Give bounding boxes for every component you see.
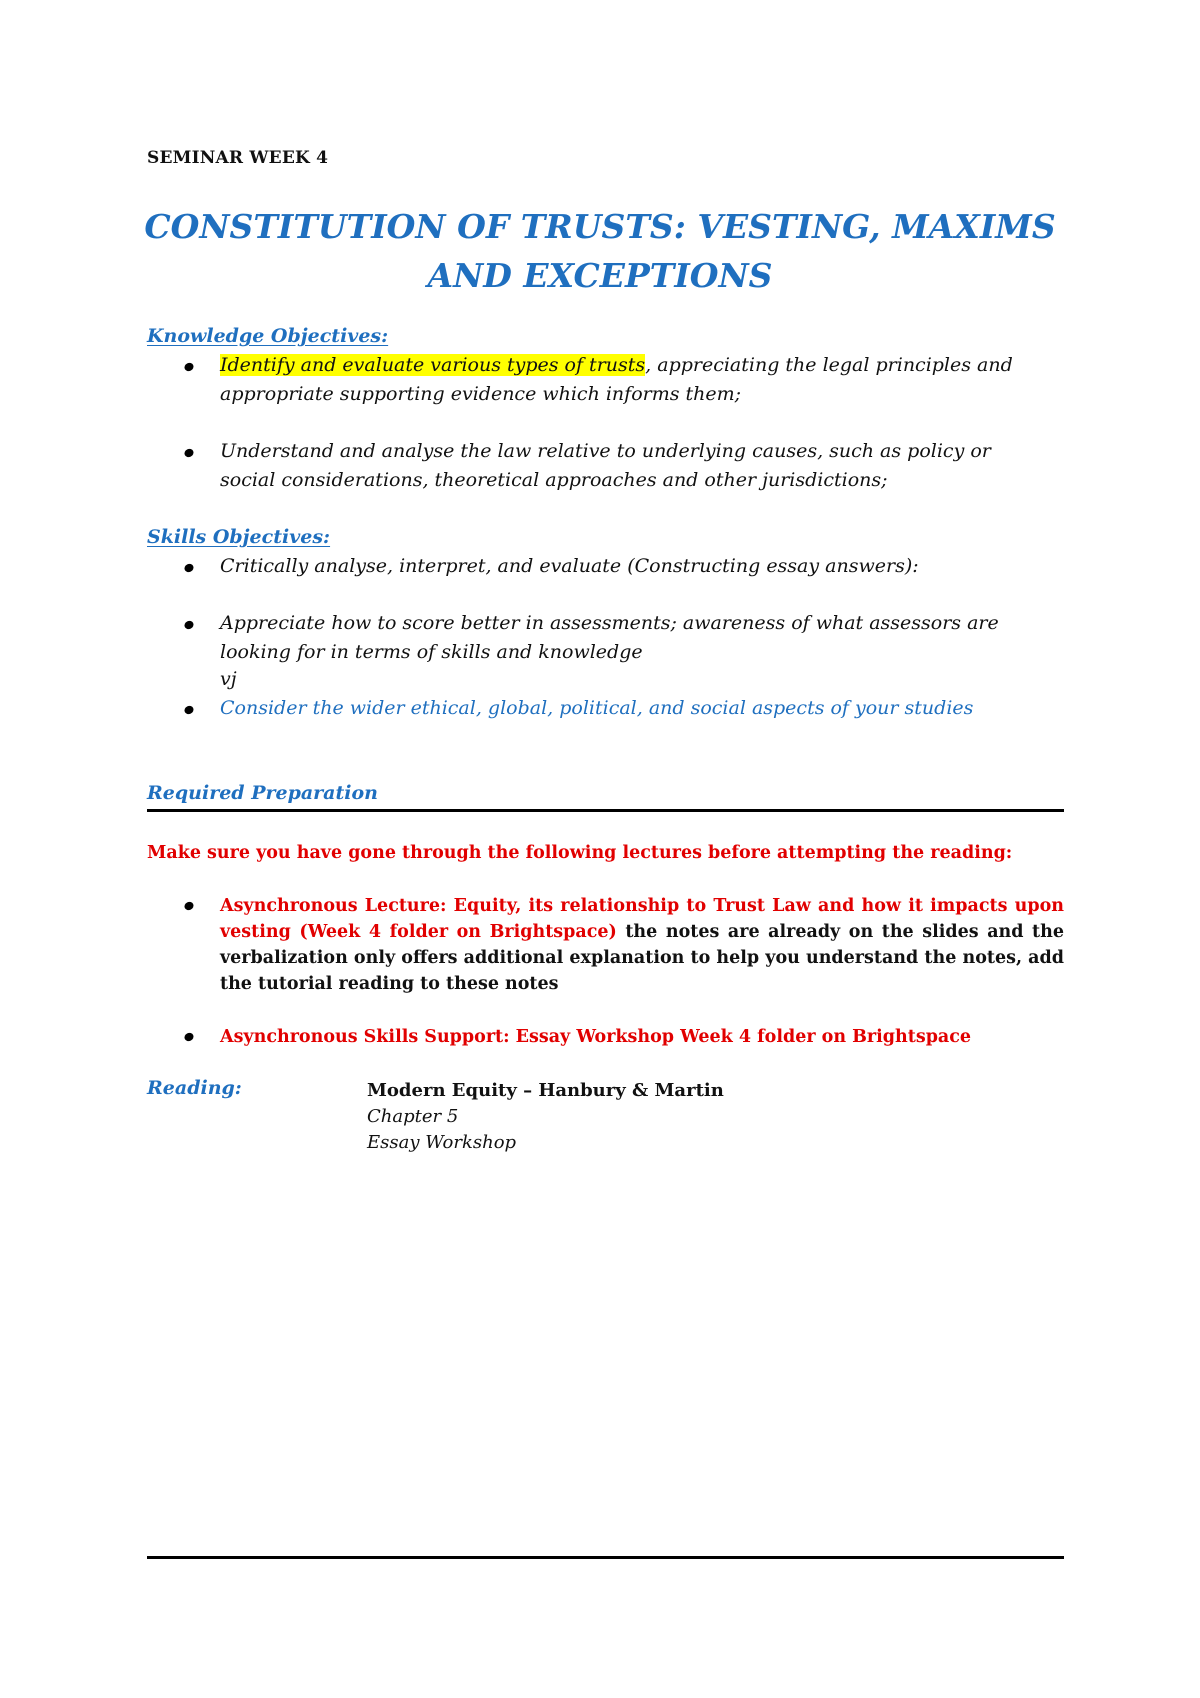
- reading-list: [367, 1078, 724, 1156]
- list-item: [220, 437, 1070, 495]
- bullet-icon: [183, 562, 195, 573]
- reading-chapter: Chapter 5: [367, 1106, 459, 1127]
- list-item-text: Critically analyse, interpret, and evaluate (Constructing essay answers):: [220, 555, 919, 577]
- skills-objectives-list: [220, 552, 1070, 723]
- section-divider: [147, 809, 1064, 812]
- skills-support-text: Asynchronous Skills Support: Essay Workshop Week 4 folder on Brightspace: [220, 1027, 972, 1047]
- knowledge-objectives-list: [220, 351, 1070, 495]
- list-item-text: vj: [220, 668, 237, 690]
- list-item-text: appropriate supporting evidence which informs them;: [220, 383, 742, 405]
- preparation-list: [220, 893, 1064, 1050]
- list-item-text: social considerations, theoretical approaches and other jurisdictions;: [220, 469, 888, 491]
- required-preparation-heading: Required Preparation: [147, 782, 378, 804]
- reading-extra: Essay Workshop: [367, 1132, 517, 1153]
- list-item-text: Appreciate how to score better in assessments; awareness of what assessors are: [220, 612, 999, 634]
- list-item: [220, 893, 1064, 997]
- preparation-note: Make sure you have gone through the following lectures before attempting the reading:: [147, 843, 1013, 863]
- list-item: [220, 694, 1070, 723]
- list-item: [220, 609, 1070, 691]
- bullet-icon: [183, 619, 195, 630]
- skills-objectives-heading: Skills Objectives:: [147, 526, 331, 548]
- lecture-link-text: Asynchronous Lecture: Equity, its relationship to Trust Law and how it impacts upon vesting (Week 4 folder on Brightspace): [220, 896, 1064, 942]
- knowledge-objectives-heading: Knowledge Objectives:: [147, 325, 389, 347]
- list-item: [220, 552, 1070, 581]
- bullet-icon: [183, 447, 195, 458]
- list-item-text: Understand and analyse the law relative to underlying causes, such as policy or: [220, 440, 991, 462]
- list-item: [220, 1024, 1064, 1050]
- bullet-icon: [183, 1031, 195, 1042]
- footer-divider: [147, 1556, 1064, 1559]
- title-line-1: CONSTITUTION OF TRUSTS: VESTING, MAXIMS: [144, 207, 1056, 246]
- list-item-text: looking for in terms of skills and knowledge: [220, 641, 643, 663]
- list-item-text: , appreciating the legal principles and: [645, 354, 1013, 376]
- page-title: [0, 202, 1200, 300]
- seminar-label: SEMINAR WEEK 4: [147, 148, 329, 168]
- list-item: [220, 351, 1070, 409]
- bullet-icon: [183, 704, 195, 715]
- title-line-2: AND EXCEPTIONS: [427, 256, 773, 295]
- list-item-text: the notes are already on the slides and the verbalization only offers additional explanation to help you understand the notes, add the tutorial reading to these notes: [220, 922, 1064, 994]
- highlighted-text: Identify and evaluate various types of trusts: [220, 354, 646, 376]
- reading-label: Reading:: [147, 1077, 242, 1099]
- reading-book: Modern Equity – Hanbury & Martin: [367, 1080, 724, 1101]
- list-item-text: Consider the wider ethical, global, political, and social aspects of your studies: [220, 697, 974, 719]
- bullet-icon: [183, 900, 195, 911]
- bullet-icon: [183, 361, 195, 372]
